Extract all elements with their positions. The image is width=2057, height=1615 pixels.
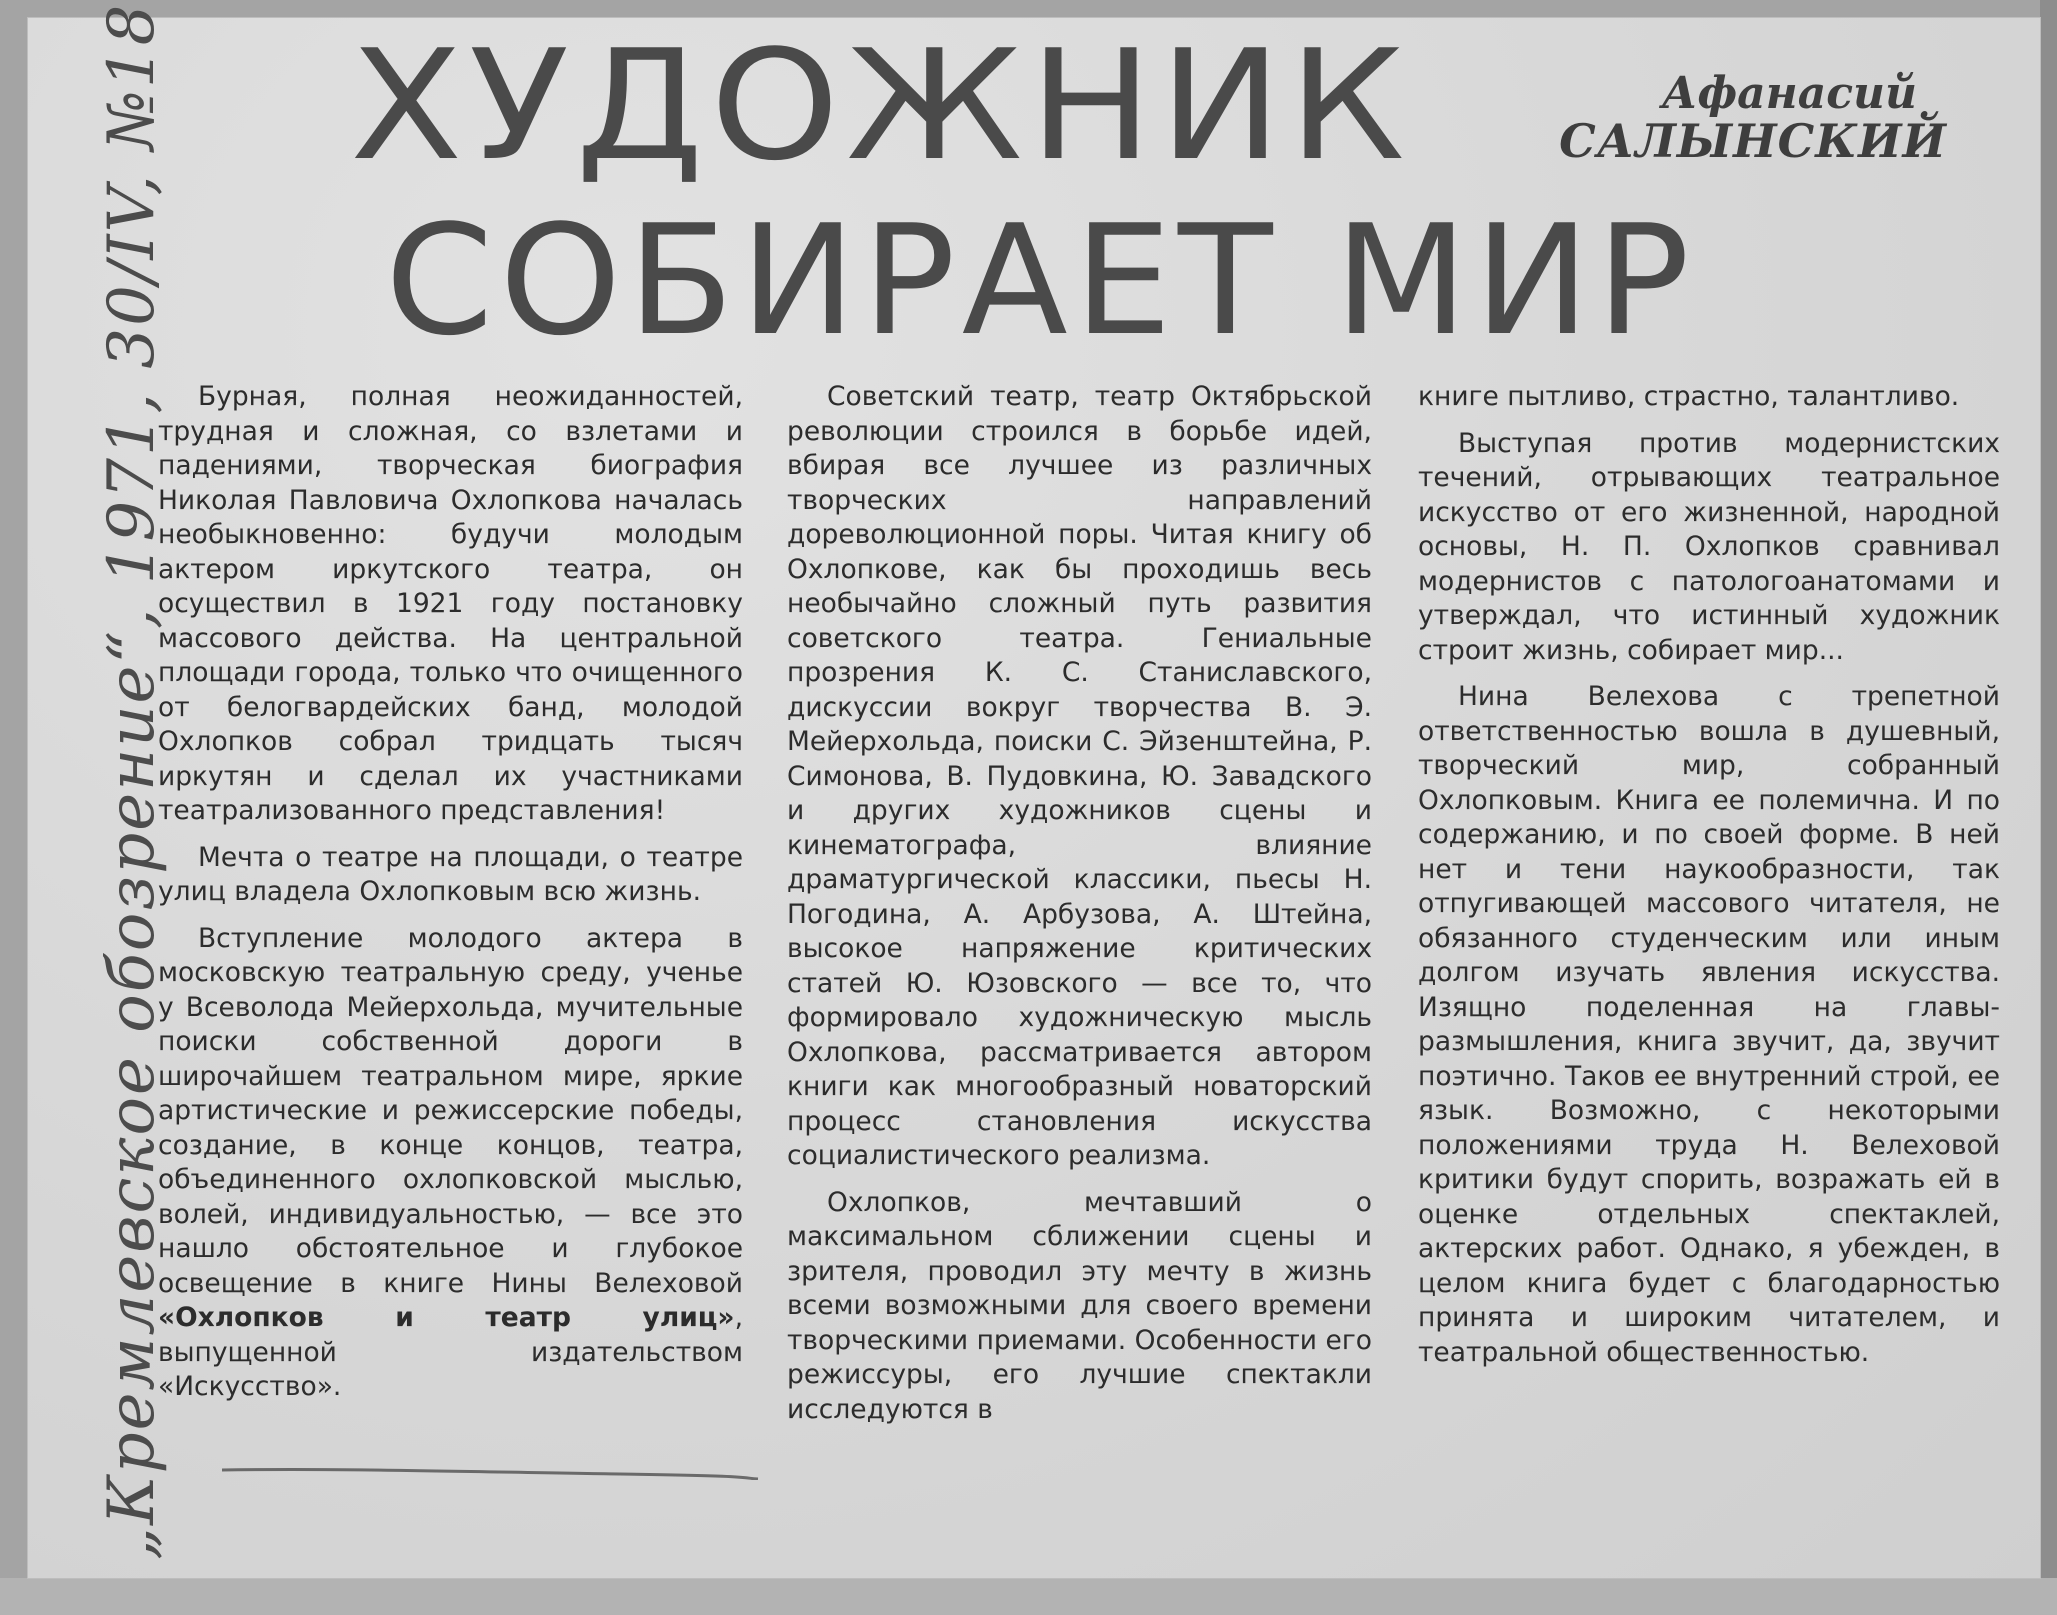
article-column-2	[787, 380, 1372, 1439]
headline-line-1: ХУДОЖНИК	[350, 17, 1412, 194]
article-column-1	[158, 380, 743, 1417]
scan-bottom-strip	[0, 1578, 2057, 1615]
paragraph: Мечта о театре на площади, о театре улиц владела Охлопковым всю жизнь.	[158, 841, 743, 907]
author-last-name: САЛЫНСКИЙ	[1559, 114, 1947, 168]
author-first-name: Афанасий	[1661, 68, 1917, 119]
article-column-3	[1418, 380, 2000, 1382]
paragraph	[158, 922, 743, 1405]
pencil-underline-mark	[220, 1466, 760, 1480]
paragraph: Советский театр, театр Октябрьской революции строился в борьбе идей, вбирая все лучшее из различных творческих направлений дореволюционной поры. Читая книгу об Охлопкове, как бы проходишь весь необычайно сложный путь развития советского театра. Гениальные прозрения К. С. Станиславского, дискуссии вокруг творчества В. Э. Мейерхольда, поиски С. Эйзенштейна, Р. Симонова, В. Пудовкина, Ю. Завадского и других художников сцены и кинематографа, влияние драматургической классики, пьесы Н. Погодина, А. Арбузова, А. Штейна, высокое напряжение критических статей Ю. Юзовского — все то, что формировало художническую мысль Охлопкова, рассматривается автором книги как многообразный новаторский процесс становления искусства социалистического реализма.	[787, 381, 1372, 1171]
paragraph-continuation: книге пытливо, страстно, талантливо.	[1418, 381, 1960, 412]
headline-line-2: СОБИРАЕТ МИР	[385, 192, 1696, 369]
paragraph: Бурная, полная неожиданностей, трудная и сложная, со взлетами и падениями, творческая биография Николая Павловича Охлопкова началась необыкновенно: будучи молодым актером иркутского театра, он осуществил в 1921 году постановку массового действа. На центральной площади города, только что очищенного от белогвардейских банд, молодой Охлопков собрал тридцать тысяч иркутян и сделал их участниками театрализованного представления!	[158, 381, 743, 826]
paragraph: Охлопков, мечтавший о максимальном сближении сцены и зрителя, проводил эту мечту в жизнь всеми возможными для своего времени творческими приемами. Особенности его режиссуры, его лучшие спектакли исследуются в	[787, 1186, 1372, 1425]
paragraph-text: , выпущенной издательством «Искусство».	[158, 1302, 743, 1402]
paragraph-text: Вступление молодого актера в московскую театральную среду, ученье у Всеволода Мейерхольда, мучительные поиски собственной дороги в широчайшем театральном мире, яркие артистические и режиссерские победы, создание, в конце концов, театра, объединенного охлопковской мыслью, волей, индивидуальностью, — все это нашло обстоятельное и глубокое освещение в книге Нины Велеховой	[158, 922, 743, 1299]
handwritten-source-note: „Кремлевское обозрение“, 1971, 30/IV, №18	[95, 2, 169, 1560]
paragraph: Нина Велехова с трепетной ответственностью вошла в душевный, творческий мир, собранный Охлопковым. Книга ее полемична. И по содержанию, и по своей форме. В ней нет и тени наукообразности, так отпугивающей массового читателя, не обязанного студенческим или иным долгом изучать явления искусства. Изящно поделенная на главы-размышления, книга звучит, да, звучит поэтично. Таков ее внутренний строй, ее язык. Возможно, с некоторыми положениями труда Н. Велеховой критики будут спорить, возражать ей в оценке отдельных спектаклей, актерских работ. Однако, я убежден, в целом книга будет с благодарностью принята и широким читателем, и театральной общественностью.	[1418, 681, 2000, 1368]
paragraph: Выступая против модернистских течений, отрывающих театральное искусство от его жизненной, народной основы, Н. П. Охлопков сравнивал модернистов с патологоанатомами и утверждал, что истинный художник строит жизнь, собирает мир...	[1418, 427, 2000, 666]
book-title: «Охлопков и театр улиц»	[158, 1302, 735, 1333]
scan-edge	[2040, 0, 2057, 1615]
